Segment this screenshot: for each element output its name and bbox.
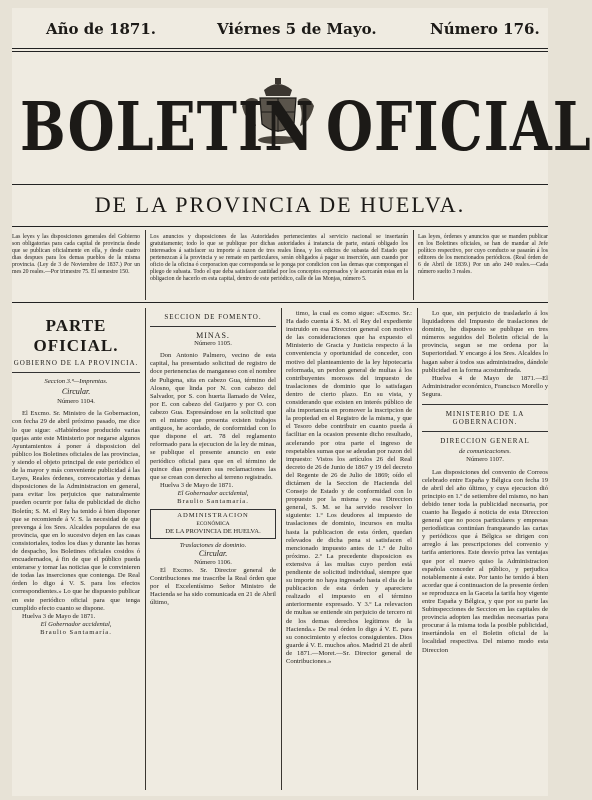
issue-date: Viérnes 5 de Mayo. xyxy=(217,20,377,38)
column-divider-3 xyxy=(417,308,418,790)
col4-body: Lo que, sin perjuicio de trasladarlo á los liquidadores del Impuesto de traslaciones de dominio, he dispuesto se publique en tres números seguidos del Boletin oficial de la provincia, segun se me ordena por la Superioridad. Y encargo á los Sres. Alcaldes lo hagan saber á todos sus administrados, dándole publicidad en la forma acostumbrada. xyxy=(422,310,548,374)
col4-body-2: Las disposiciones del convenio de Correos celebrado entre España y Bélgica con fecha 19 de abril del año último, y cuya ejecucion dió principio en 1.º de setiembre del mismo, no han debido tener toda la publicidad necesaria, por cuanto ha llegado á noticia de esta Direccion general que no pocos particulares y empresas periodísticas continúan franqueando las cartas y periódicos que á Bélgica se dirigen con arreglo á las prescripciones del convenio y tarifa anteriores. Este desvío priva las ventajas que por el nuevo quiso la Administracion española conceder al público, y perjudica notablemente á este. Por tanto he tenido á bien acordar que á continuacion de la presente órden se reproduzca en la Gaceta la tarifa hoy vigente entre España y Bélgica, y que por su parte las Subinspecciones de Seccion en las capitales de provincia adopten las medidas necesarias para procurar á la misma toda la posible publicidad, insertándola en el Boletin oficial de la localidad respectiva. Del mismo modo esta Direccion xyxy=(422,468,548,654)
issue-number: Número 176. xyxy=(430,20,540,38)
column-1 xyxy=(12,310,140,790)
direccion-heading: DIRECCION GENERAL xyxy=(440,437,530,446)
masthead-rule xyxy=(12,184,548,185)
col1-sig-name: Braulio Santamaría. xyxy=(40,628,112,636)
masthead-boletin: BOLETIN xyxy=(20,86,315,166)
header-rule xyxy=(12,48,548,49)
minas-heading: MINAS. xyxy=(196,331,230,341)
gobierno-heading: GOBIERNO DE LA PROVINCIA. xyxy=(13,359,139,367)
numero-1107: Número 1107. xyxy=(466,456,504,464)
col1-sig-title: El Gobernador accidental, xyxy=(40,620,112,628)
seccion-fomento: SECCION DE FOMENTO. xyxy=(164,313,262,321)
column-3 xyxy=(286,310,412,790)
header-line xyxy=(12,20,548,42)
economica-heading: ECONÓMICA xyxy=(196,521,230,528)
numero-1104: Número 1104. xyxy=(57,398,95,406)
ministerio-heading: MINISTERIO DE LA GOBERNACION. xyxy=(445,410,525,427)
parte-oficial-heading: PARTE OFICIAL. xyxy=(33,316,119,355)
notice-divider-2 xyxy=(413,230,414,300)
col4-rule-1 xyxy=(422,404,548,405)
col2-sig-name: Braulio Santamaría. xyxy=(177,497,249,505)
column-divider-2 xyxy=(281,308,282,790)
col3-body: timo, la cual es como sigue: «Excmo. Sr.: Ha dado cuenta á S. M. el Rey del expediente instruido en esa Direccion general con motivo de las consideraciones que ha expuesto el Ministerio de Gracia y Justicia respecto á la conveniencia y oportunidad de conceder, con motivo del planteamiento de la ley hipotecaria reformada, un perdon general de multas á los contribuyentes morosos del impuesto de traslaciones de dominio que lo satisfagan dentro de cierto plazo. En su vista, y considerando que existen en interés público de alta importancia en promover la inscripcion de la propiedad en el Registro de la misma, y que el Tesoro debe contribuir en cuanto pueda á facilitar en la ocasion presente dicho resultado, acelerando por otra parte el ingreso de respetables sumas que se adeudan por razon del impuesto: Vistos los artículos 26 del Real decreto de 26 de Junio de 1867 y 19 del decreto del Regente de 26 de Julio de 1869; oído el dictámen de la Seccion de Hacienda del Consejo de Estado y de conformidad con lo propuesto por la misma y esa Direccion general, S. M. se ha servido resolver lo siguiente: 1.º Los deudores al impuesto de traslaciones de dominio, incursos en multa hasta la publicacion de esta órden, quedan relevados de dicha pena si satisfacen el mencionado impuesto antes de 1.º de Julio próximo. 2.º La precedente disposicion es extensiva á las multas cuyo perdon está pendiente de solicitud individual, siempre que su importe no haya ingresado hasta el dia de la publicacion de esta órden y apareciere realizado el impuesto en el término anteriormente expresado. Y 3.º La relevacion de multas se entiende sin perjuicio de tercero ni de los demas derechos legítimos de la Hacienda.» De real órden lo digo á V. E. para su conocimiento y efectos consiguientes. Dios guarde á V. E. muchos años. Madrid 21 de abril de 1871.—Moret.—Sr. Director general de Contribuciones.» xyxy=(286,310,412,666)
numero-1105: Número 1105. xyxy=(194,340,232,348)
col2-body-2: El Excmo. Sr. Director general de Contribuciones me trascribe la Real órden que por el Excelentísimo Señor Ministro de Hacienda se ha sido comunicada en 21 de Abril último, xyxy=(150,566,276,606)
col1-body: El Excmo. Sr. Ministro de la Gobernacion, con fecha 29 de abril próximo pasado, me dice lo que sigue: «Habiéndose producido varias quejas ante este Ministerio por negarse algunos Ayuntamientos á poner á disposicion del público los Boletines oficiales de las provincias, y siendo el objeto principal de este periódico el de la mayor y más conveniente publicidad á las Leyes, Reales órdenes, convocatorias y demas disposiciones de la Administracion en general, para evitar los perjuicios que naturalmente pueden ocurrir por falta de publicidad de dicho Boletín; S. M. el Rey ha tenido á bien disponer que se recomiende á V. S. la necesidad de que prevenga á los Sres. Alcaldes populares de esa provincia, que en lo sucesivo dejen en las casas consistoriales, todos los dias y durante las horas de despacho, los Boletines oficiales cosidos ó encuadernados, á fin de que el público pueda enterarse y tomar las noticias que le convinieren de todas las inserciones que contenga. De Real órden lo digo á V. S. para los efectos correspondientes.» Lo que he dispuesto publicar en este periódico oficial para que tenga cumplido efecto cuanto se dispone. xyxy=(12,410,140,612)
notice-center: Los anuncios y disposiciones de las Autoridades pertenecientes al servicio nacional se insertarán gratuitamente; todo lo que se publique por dichas autoridades á instancia de parte, estará obligado los interesados á satisfacer su importe á razon de tres reales línea, y los edictos de subasta del Estado que pertenezcan á la provincia y se remate en particulares, serán obligados á pagar su inserción, aun cuando por oficio de la oficina ó corporacion que corresponda se le ponga por condicion con las demas que compongan el pliego de subasta. Todo el que deba satisfacer cantidad por los conceptos expresados y le acercarán estas en la obligacion de hacerlo en esta capital, dentro de este periódico, calle de las Monjas, número 5. xyxy=(150,234,408,282)
subtitle-rule xyxy=(12,226,548,227)
masthead-subtitle: DE LA PROVINCIA DE HUELVA. xyxy=(94,192,466,217)
seccion-label: Seccion 3.ª—Imprentas. xyxy=(44,378,108,386)
column-4 xyxy=(422,310,548,790)
admin-heading: ADMINISTRACION xyxy=(177,512,249,520)
numero-1106: Número 1106. xyxy=(194,558,232,566)
column-divider-1 xyxy=(145,308,146,790)
col1-rule xyxy=(12,372,140,373)
col4-date: Huelva 4 de Mayo de 1871.—El Administrador económico, Francisco Morello y Segura. xyxy=(422,374,548,398)
provincia-heading: DE LA PROVINCIA DE HUELVA. xyxy=(165,528,261,536)
col2-body: Don Antonio Palmero, vecino de esta capital, ha presentado solicitud de registro de doce pertenencias de manganeso con el nombre de Puligena, sita en cabezo Gua, término del Alosno, que linda por N. con cabezo del Salvador, por S. con huerta llamado de Velez, por E. con cabezo del Guijarro y por O. con cabezo Gua. Espresándose en la solicitud que en el mismo que presenta existen trabajos antiguos, he acordado, de conformidad con lo que dispone el art. 78 del reglamento reformado para la ejecucion de la ley de minas, se publique el presente anuncio en este periódico oficial para que en el término de quince dias presenten sus reclamaciones las que se crean con derecho al terreno registrado. xyxy=(150,352,276,481)
notice-divider-1 xyxy=(145,230,146,300)
notice-rule xyxy=(12,302,548,303)
traslaciones-label: Traslaciones de dominio. xyxy=(179,542,247,550)
header-rule-double xyxy=(12,51,548,52)
col2-sig-title: El Gobernador accidental, xyxy=(177,489,249,497)
administracion-box xyxy=(150,509,276,539)
notice-left: Las leyes y las disposiciones generales del Gobierno son obligatorias para cada capital de provincia desde que se publican oficialmente en ella, y desde cuatro dias despues para los demas pueblos de la misma provincia. (Ley de 3 de Noviembre de 1837.) Por un mes 20 reales.—Por trimestre 75. El semestre 150. xyxy=(12,234,140,275)
notice-right: Las leyes, órdenes y anuncios que se manden publicar en los Boletines oficiales, se han de mandar al Jefe político respectivo, por cuyo conducto se pasarán á los editores de los mencionados periódicos. (Real órden de 6 de Abril de 1839.) Por un año 240 reales.—Cada número suelto 3 reales. xyxy=(418,234,548,275)
col4-rule-2 xyxy=(422,431,548,432)
circular-label-2: Circular. xyxy=(198,549,228,559)
circular-label: Circular. xyxy=(61,387,91,397)
col1-date: Huelva 3 de Mayo de 1871. xyxy=(22,612,96,620)
col2-date: Huelva 3 de Mayo de 1871. xyxy=(160,481,234,489)
col2-rule xyxy=(150,326,276,327)
issue-year: Año de 1871. xyxy=(46,20,156,38)
masthead-oficial: OFICIAL xyxy=(326,86,592,166)
newspaper-page xyxy=(12,8,592,796)
column-2 xyxy=(150,310,276,790)
comunicaciones-heading: de comunicaciones. xyxy=(459,448,511,456)
